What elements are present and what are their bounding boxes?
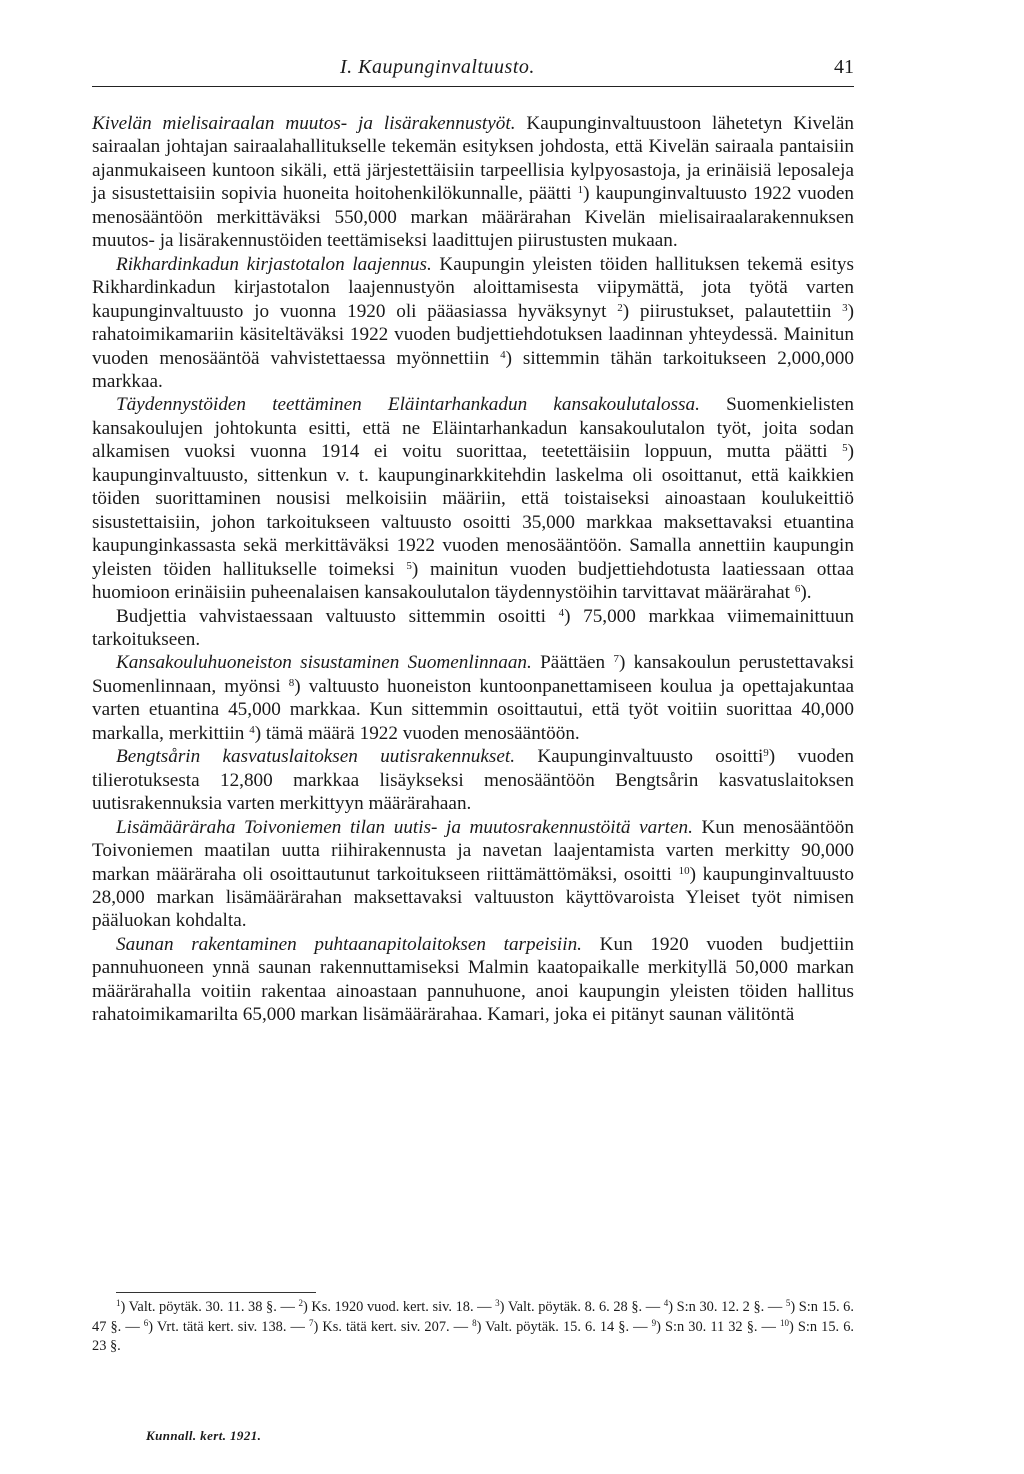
footer-mark: Kunnall. kert. 1921.: [146, 1428, 262, 1443]
footnote-rule: [116, 1292, 316, 1293]
footnote-ref: 2: [617, 301, 623, 314]
paragraph-text: .: [806, 582, 812, 604]
paragraph-text: Päättäen: [540, 652, 606, 674]
footnote-number: 9: [651, 1317, 657, 1328]
paragraph-rikhardinkatu: Rikhardinkadun kirjastotalon laajennus. Kaupungin yleisten töiden hallituksen tekemä esitys Rikhardinkadun kirjastotalon laajennustyön aloittamisesta viipymättä, jota työtä varten kaupunginvaltuusto jo vuonna 1920 oli pääasiassa hyväksynyt $^2$) piirustukset, palautettiin $^3$) rahatoimikamariin käsiteltäväksi 1922 vuoden budjettiehdotuksen laadinnan yhteydessä. Mainitun vuoden menosääntöä vahvistettaessa myönnettiin $^4$) sittemmin tähän tarkoitukseen 2,000,000 markkaa.: [92, 253, 855, 392]
paragraph-text: Kun menosääntöön Toivoniemen maatilan uutta riihirakennusta ja navetan laajentamista varten merkitty 90,000 markan määräraha oli osoittautunut tarkoitukseen riittämättömäksi, osoitti: [92, 816, 854, 885]
footnote-ref: 1: [577, 184, 584, 197]
footnote-ref: 4: [249, 723, 255, 736]
paragraph-text: kaupunginvaltuusto 1922 vuoden menosääntöön merkittäväksi 550,000 markan määrärahan Kivelän mielisairaalarakennuksen muutos- ja lisärakennustöiden teettämiseksi laadittujen piirustusten mukaan.: [92, 183, 855, 252]
paragraph-text: kaupunginvaltuusto 28,000 markan lisämäärärahan maksettavaksi valtuuston käyttövaroista Yleiset työt nimisen pääluokan kohdalta.: [92, 863, 854, 932]
footnote-text: S:n 15. 6. 47 §. —: [92, 1299, 854, 1335]
running-title: I. Kaupunginvaltuusto.: [340, 56, 535, 78]
page-number: 41: [834, 56, 854, 78]
footnote-text: Valt. pöytäk. 15. 6. 14 §. —: [485, 1318, 648, 1335]
footnote-ref: 4: [500, 348, 506, 361]
footnote-number: 2: [298, 1298, 303, 1308]
footnote-number: 4: [663, 1298, 669, 1308]
footnote-number: 5: [785, 1298, 791, 1308]
paragraph-text: vuoden tilierotuksesta 12,800 markkaa lisäykseksi menosääntöön Bengtsårin kasvatuslaitoksen uutisrakennuksia varten merkittyyn määrärahaan.: [92, 746, 854, 815]
footnote-text: Vrt. tätä kert. siv. 138. —: [156, 1318, 305, 1335]
footnote-ref: 3: [842, 301, 848, 314]
section-heading: Saunan rakentaminen puhtaanapitolaitoksen tarpeisiin.: [116, 933, 582, 955]
footnote-number: 7: [309, 1317, 314, 1328]
footnote-number: 1: [116, 1298, 121, 1308]
paragraph-text: valtuusto huoneiston kuntoonpanettamiseen koulua ja opettajakuntaa varten etuantina 45,000 markkaa. Kun sittemmin osoittautui, että työt voitiin suorittaa 40,000 markalla, merkittiin: [92, 675, 855, 744]
paragraph-text: Kaupunginvaltuusto osoitti: [537, 746, 764, 768]
header-rule: [92, 86, 854, 87]
section-heading: Lisämääräraha Toivoniemen tilan uutis- ja muutosrakennustöitä varten.: [116, 816, 693, 838]
section-heading: Kansakouluhuoneiston sisustaminen Suomenlinnaan.: [116, 652, 532, 674]
footnote-ref: 6: [794, 583, 801, 596]
paragraph-text: Kaupungin yleisten töiden hallituksen tekemä esitys Rikhardinkadun kirjastotalon laajennustyön aloittamisesta viipymättä, jota työtä varten kaupunginvaltuusto jo vuonna 1920 oli pääasiassa hyväksynyt: [92, 253, 854, 322]
footnote-number: 3: [495, 1298, 500, 1308]
footnote-number: 8: [472, 1317, 477, 1328]
paragraph-text: rahatoimikamariin käsiteltäväksi 1922 vuoden budjettiehdotuksen laadinnan yhteydessä. Mainitun vuoden menosääntöä vahvistettaessa myönnettiin: [92, 324, 854, 369]
section-heading: Täydennystöiden teettäminen Eläintarhankadun kansakoulutalossa.: [116, 394, 700, 416]
running-header: [92, 56, 854, 84]
footnote-ref: 9: [763, 747, 769, 760]
paragraph-sauna: [92, 933, 854, 1027]
footnote-number: 10: [780, 1317, 790, 1328]
section-heading: Bengtsårin kasvatuslaitoksen uutisrakennukset.: [116, 746, 516, 768]
paragraph-text: piirustukset, palautettiin: [639, 300, 832, 322]
footnote-ref: 8: [288, 676, 295, 689]
footnote-text: Ks. tätä kert. siv. 207. —: [322, 1318, 469, 1335]
paragraph-toivoniemi: Lisämääräraha Toivoniemen tilan uutis- ja muutosrakennustöitä varten. Kun menosääntöön Toivoniemen maatilan uutta riihirakennusta ja navetan laajentamista varten merkitty 90,000 markan määräraha oli osoittautunut tarkoitukseen riittämättömäksi, osoitti $^{10}$) kaupunginvaltuusto 28,000 markan lisämäärärahan maksettavaksi valtuuston käyttövaroista Yleiset työt nimisen pääluokan kohdalta.: [92, 816, 854, 932]
footnote-text: Ks. 1920 vuod. kert. siv. 18. —: [311, 1299, 492, 1315]
section-heading: Kivelän mielisairaalan muutos- ja lisärakennustyöt.: [92, 113, 516, 134]
footnotes: $^1$) Valt. pöytäk. 30. 11. 38 §. — $^2$) Ks. 1920 vuod. kert. siv. 18. — $^3$) Valt. pöytäk. 8. 6. 28 §. — $^4$) S:n 30. 12. 2 §. — $^5$) S:n 15. 6. 47 §. — $^6$) Vrt. tätä kert. siv. 138. — $^7$) Ks. tätä kert. siv. 207. — $^8$) Valt. pöytäk. 15. 6. 14 §. — $^9$) S:n 30. 11 32 §. — $^{10}$) S:n 15. 6. 23 §.: [92, 1298, 855, 1354]
body-text: [92, 112, 854, 1027]
footnote-text: Valt. pöytäk. 8. 6. 28 §. —: [507, 1299, 661, 1315]
section-heading: Rikhardinkadun kirjastotalon laajennus.: [116, 253, 432, 275]
paragraph-elaintarhankatu: Täydennystöiden teettäminen Eläintarhankadun kansakoulutalossa. Suomenkielisten kansakoulujen johtokunta esitti, että ne Eläintarhankadun kansakoulutalon työt, joita sodan alkamisen vuoksi vuonna 1914 ei voitu suorittaa, teetettäisiin loppuun, mutta päätti $^5$) kaupunginvaltuusto, sittenkun v. t. kaupunginarkkitehdin laskelma oli osoittanut, että kaikkien töiden suorittaminen nousisi melkoisiin määriin, että toistaiseksi ainoastaan koulukeittiö sisustettaisiin, johon tarkoitukseen valtuusto osoitti 35,000 markkaa maksettavaksi etuantina kaupunginkassasta sekä merkittäväksi 1922 vuoden menosääntöön. Samalla annettiin kaupungin yleisten töiden hallitukselle toimeksi $^5$) mainitun vuoden budjettiehdotusta laatiessaan ottaa huomioon erinäisiin puheenalaisen kansakoulutalon täydennystöihin tarvittavat määrärahat $^6$).: [92, 394, 855, 604]
paragraph-text: kaupunginvaltuusto, sittenkun v. t. kaupunginarkkitehdin laskelma oli osoittanut, että kaikkien töiden suorittaminen nousisi melkoisiin määriin, että toistaiseksi ainoastaan koulukeittiö sisustettaisiin, johon tarkoitukseen valtuusto osoitti 35,000 markkaa maksettavaksi etuantina kaupunginkassasta sekä merkittäväksi 1922 vuoden menosääntöön. Samalla annettiin kaupungin yleisten töiden hallitukselle toimeksi: [92, 464, 854, 580]
paragraph-text: kansakoulun perustettavaksi Suomenlinnaan, myönsi: [92, 652, 855, 697]
footnote-text: Valt. pöytäk. 30. 11. 38 §. —: [128, 1299, 295, 1315]
paragraph-text: Kaupunginvaltuustoon lähetetyn Kivelän sairaalan johtajan sairaalahallitukselle tekemän esityksen johdosta, että Kivelän sairaala pantaisiin ajanmukaiseen kuntoon sikäli, että järjestettäisiin tarpeellisia kylpyosastoja, ja erinäisiä leposaleja ja sisustettaisiin sopivia huoneita hoitohenkilökunnalle, päätti: [92, 113, 854, 205]
footnote-ref: 10: [678, 864, 690, 877]
paragraph-text: sittemmin tähän tarkoitukseen 2,000,000 markkaa.: [92, 347, 854, 392]
paragraph-bengtsar: Bengtsårin kasvatuslaitoksen uutisrakennukset. Kaupunginvaltuusto osoitti$^9$) vuoden tilierotuksesta 12,800 markkaa lisäykseksi menosääntöön Bengtsårin kasvatuslaitoksen uutisrakennuksia varten merkittyyn määrärahaan.: [92, 746, 854, 815]
footnote-text: S:n 30. 12. 2 §. —: [676, 1299, 783, 1315]
footnote-ref: 5: [406, 559, 412, 572]
footnote-ref: 4: [558, 606, 565, 619]
footnote-text: S:n 15. 6. 23 §.: [92, 1318, 855, 1354]
paragraph-text: Kun 1920 vuoden budjettiin pannuhuoneen ynnä saunan rakennuttamiseksi Malmin kaatopaikalle merkityllä 50,000 markan määrärahalla voitiin rakentaa ainoastaan pannuhuone, anoi kaupungin yleisten töiden hallitus rahatoimikamarilta 65,000 markan lisämäärärahaa. Kamari, joka ei pitänyt saunan välitöntä: [92, 933, 855, 1026]
paragraph-text: Budjettia vahvistaessaan valtuusto sittemmin osoitti: [116, 605, 546, 627]
footnote-ref: 7: [613, 653, 619, 666]
paragraph-text: 75,000 markkaa viimemainittuun tarkoitukseen.: [92, 605, 854, 650]
footnote-number: 6: [143, 1317, 149, 1328]
paragraph-budjetti: Budjettia vahvistaessaan valtuusto sittemmin osoitti $^4$) 75,000 markkaa viimemainittuun tarkoitukseen.: [92, 605, 854, 650]
paragraph-text: tämä määrä 1922 vuoden menosääntöön.: [265, 722, 580, 744]
paragraph-text: Suomenkielisten kansakoulujen johtokunta esitti, että ne Eläintarhankadun kansakoulutalon työt, joita sodan alkamisen vuoksi vuonna 1914 ei voitu suorittaa, teetettäisiin loppuun, mutta päätti: [92, 394, 855, 463]
paragraph-text: mainitun vuoden budjettiehdotusta laatiessaan ottaa huomioon erinäisiin puheenalaisen kansakoulutalon täydennystöihin tarvittavat määrärahat: [92, 558, 855, 604]
footnote-ref: 5: [842, 442, 848, 455]
paragraph-suomenlinna: Kansakouluhuoneiston sisustaminen Suomenlinnaan. Päättäen $^7$) kansakoulun perustettavaksi Suomenlinnaan, myönsi $^8$) valtuusto huoneiston kuntoonpanettamiseen koulua ja opettajakuntaa varten etuantina 45,000 markkaa. Kun sittemmin osoittautui, että työt voitiin suorittaa 40,000 markalla, merkittiin $^4$) tämä määrä 1922 vuoden menosääntöön.: [92, 652, 855, 744]
paragraph-kivela: Kivelän mielisairaalan muutos- ja lisärakennustyöt. Kaupunginvaltuustoon lähetetyn Kivelän sairaalan johtajan sairaalahallitukselle tekemän esityksen johdosta, että Kivelän sairaala pantaisiin ajanmukaiseen kuntoon sikäli, että järjestettäisiin tarpeellisia kylpyosastoja, ja erinäisiä leposaleja ja sisustettaisiin sopivia huoneita hoitohenkilökunnalle, päätti $^1$) kaupunginvaltuusto 1922 vuoden menosääntöön merkittäväksi 550,000 markan määrärahan Kivelän mielisairaalarakennuksen muutos- ja lisärakennustöiden teettämiseksi laadittujen piirustusten mukaan.: [92, 113, 855, 252]
footnote-text: S:n 30. 11 32 §. —: [665, 1318, 776, 1335]
